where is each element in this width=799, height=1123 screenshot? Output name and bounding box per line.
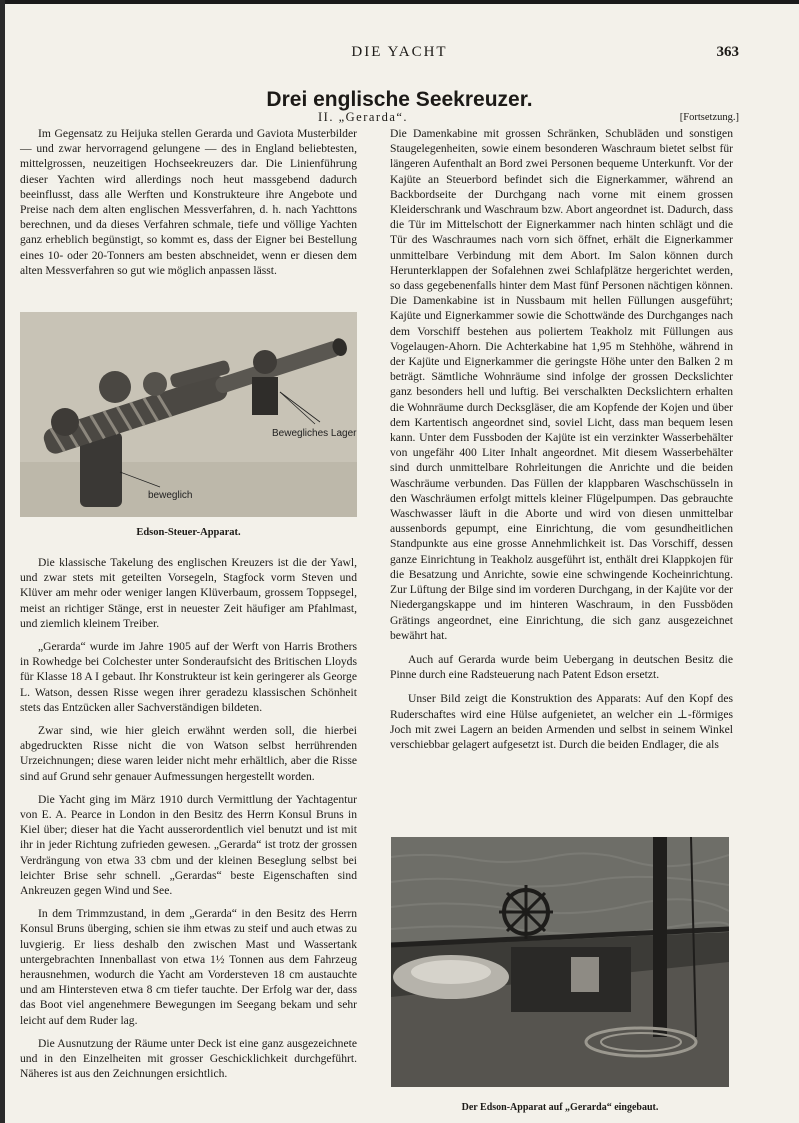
scan-border-left: [0, 0, 5, 1123]
article-title: Drei englische Seekreuzer.: [266, 88, 533, 111]
left-column-bottom: [20, 555, 357, 1090]
steering-apparatus-photo: [20, 312, 357, 517]
scan-border-top: [0, 0, 799, 4]
deck-photo: [391, 837, 729, 1087]
paragraph: Auch auf Gerarda wurde beim Uebergang in deutschen Besitz die Pinne durch eine Radsteuerung nach Patent Edson ersetzt.: [390, 652, 733, 682]
paragraph: Unser Bild zeigt die Konstruktion des Apparats: Auf den Kopf des Ruderschaftes wird eine Hülse aufgenietet, an welcher ein ⊥-förmiges Joch mit zwei Lagern an beiden Armenden und selbst in seinem Winkel verschiebbar gelagert aufgesetzt ist. Durch die beiden Endlager, die als: [390, 692, 733, 751]
label-movable: beweglich: [148, 490, 193, 501]
right-column: [390, 126, 733, 761]
paragraph: Im Gegensatz zu Heijuka stellen Gerarda und Gaviota Musterbilder — und zwar hervorragend gelungene — des in England beliebtesten, mittelgrossen, neuzeitigen Hochseekreuzers dar. Die Linienführung dieser Yachten wird allerdings noch heut massgebend dadurch beeinflusst, dass alle Werften und Konstrukteure ihre Angebote und Preise nach dem alten englischen Messverfahren, d. h. nach Yachttons berechnen, und da dieses Verfahren schmale, tiefe und völlige Yachten ganz erheblich begünstigt, so kommt es, dass der Eigner bei Bestellung eines 10- oder 20-Tonners am besten abschneidet, wenn er diesen dem alten Messverfahren so gut wie möglich anpassen lässt.: [20, 127, 357, 277]
figure2-caption: Der Edson-Apparat auf „Gerarda“ eingebaut.: [461, 1102, 659, 1113]
paragraph: Die Yacht ging im März 1910 durch Vermittlung der Yachtagentur von E. A. Pearce in London in den Besitz des Herrn Konsul Bruns in Kiel über; dieser hat die Yacht ausserordentlich viel benutzt und ist mit ihr in jeder Richtung zufrieden gewesen. „Gerarda“ ist trotz der grossen Verdrängung von etwa 33 cbm und der kleinen Beseglung selbst bei leichter Brise sehr schnell. „Gerardas“ beste Eigenschaften sind Ankreuzen gegen Wind und See.: [20, 792, 357, 898]
figure-edson-steering-apparatus: [20, 312, 357, 517]
label-movable-bearing: Bewegliches Lager: [272, 428, 357, 439]
paragraph: Zwar sind, wie hier gleich erwähnt werden soll, die hierbei abgedruckten Risse nicht die von Watson selbst herrührenden Urzeichnungen; diese waren leider nicht mehr erhältlich, aber die Risse sind auf Grund sehr genauer Aufmessungen hergestellt worden.: [20, 724, 357, 783]
paragraph: Die Damenkabine mit grossen Schränken, Schubläden und sonstigen Staugelegenheiten, sowie einem besonderen Waschraum bietet selbst für längeren Aufenthalt an Bord zwei Personen bequeme Unterkunft. Vor der Kajüte an Steuerbord befindet sich die Eignerkammer, während an Backbordseite der Durchgang nach vorne mit einem grossen Kleiderschrank und Waschraum bzw. Abort angeordnet ist. Dadurch, dass die Tür im Mittelschott der Eignerkammer nach hinten schlägt und die Tür des Waschraumes nach vorn sich öffnet, erhält die Eignerkammer unmittelbare Verbindung mit dem Abort. Im Salon können durch Herunterklappen der Sofalehnen zwei Schlafplätze hergerichtet werden, so dass gegebenenfalls hinter dem Mast fünf Personen nächtigen können. Die Damenkabine ist in Nussbaum mit hellen Füllungen ausgeführt; Kajüte und Eignerkammer sowie die Schottwände des Durchganges nach dem Vorschiff bestehen aus poliertem Teakholz mit Füllungen aus Vogelaugen-Ahorn. Die Achterkabine hat 1,95 m Stehhöhe, während in der Kajüte und Eignerkammer die geringste Höhe unter den Balken 2 m beträgt. Sämtliche Wohnräume sind infolge der grossen Deckslichter ganz besonders hell und luftig. Bei verschalkten Deckslichtern erhalten die Wohnräume durch Decksgläser, die am Kopfende der Kojen und über dem Kartentisch angeordnet sind, soviel Licht, dass man bequem lesen kann. Unter dem Fussboden der Kajüte ist ein verzinkter Wasserbehälter von ungefähr 400 Liter Inhalt angeordnet. Mit diesem Wasserbehälter sind durch unmittelbare Rohrleitungen die Anrichte und die beiden Waschräume verbunden. Das Füllen der klappbaren Waschschüsseln in den Waschräumen erfolgt mittels kleiner Flügelpumpen. Das gebrauchte Waschwasser läuft in die Aborte und wird von diesen unmittelbar aussenbords gepumpt, eine Einrichtung, die vom gesundheitlichen Standpunkte aus eine grosse Annehmlichkeit ist. Das Vorschiff, dessen ganze Einrichtung in Teakholz ausgeführt ist, enthält drei Klappkojen für die Besatzung und Anrichte, sowie eine schwingende Kocheinrichtung. Zur Lüftung der Bilge sind im vorderen Durchgang, in der Kajüte vor der Niedergangskappe und im hinteren Waschraum, in den Fussböden Grätings angeordnet, eine Einrichtung, die sich ganz ausgezeichnet bewährt hat.: [390, 127, 733, 642]
paragraph: Die Ausnutzung der Räume unter Deck ist eine ganz ausgezeichnete und in den Einzelheiten mit grosser Geschicklichkeit durchgeführt. Näheres ist aus den Zeichnungen ersichtlich.: [20, 1036, 357, 1081]
paragraph: Die klassische Takelung des englischen Kreuzers ist die der Yawl, und zwar stets mit geteilten Vorsegeln, Stagfock vorm Steven und Klüver am mehr oder weniger langen Klüverbaum, grossem Toppsegel, meist an richtiger Stänge, erst in neuester Zeit häufiger am Pfahlmast, und ziemlich kleinem Treiber.: [20, 556, 357, 630]
paragraph: In dem Trimmzustand, in dem „Gerarda“ in den Besitz des Herrn Konsul Bruns überging, schien sie ihm etwas zu steif und auch etwas zu luvgierig. Er liess deshalb den zwischen Mast und Wassertank untergebrachten Innenballast von etwa 1½ Tonnen aus dem Fahrzeug herausnehmen, wodurch die Yacht am Vordersteven 18 cm austauchte und am Hintersteven etwa 8 cm tiefer tauchte. Der Erfolg war der, dass das Boot viel angenehmere Bewegungen im Seegang bekam und sehr leicht auf dem Ruder lag.: [20, 907, 357, 1027]
left-column-top: [20, 126, 357, 286]
article-subtitle: II. „Gerarda“.: [318, 110, 409, 124]
figure1-caption: Edson-Steuer-Apparat.: [136, 527, 241, 538]
page-number: 363: [716, 44, 739, 60]
continuation-note: [Fortsetzung.]: [679, 112, 739, 123]
figure-apparatus-on-gerarda: [391, 837, 729, 1087]
paragraph: „Gerarda“ wurde im Jahre 1905 auf der Werft von Harris Brothers in Rowhedge bei Colchester unter Sonderaufsicht des Britischen Lloyds für Klasse 18 A I gebaut. Ihr Konstrukteur ist kein geringerer als George L. Watson, dessen Risse wegen ihrer geradezu klassischen Schönheit stets das Entzücken aller Sachverständigen bildeten.: [20, 640, 357, 714]
running-head: DIE YACHT: [351, 44, 448, 60]
